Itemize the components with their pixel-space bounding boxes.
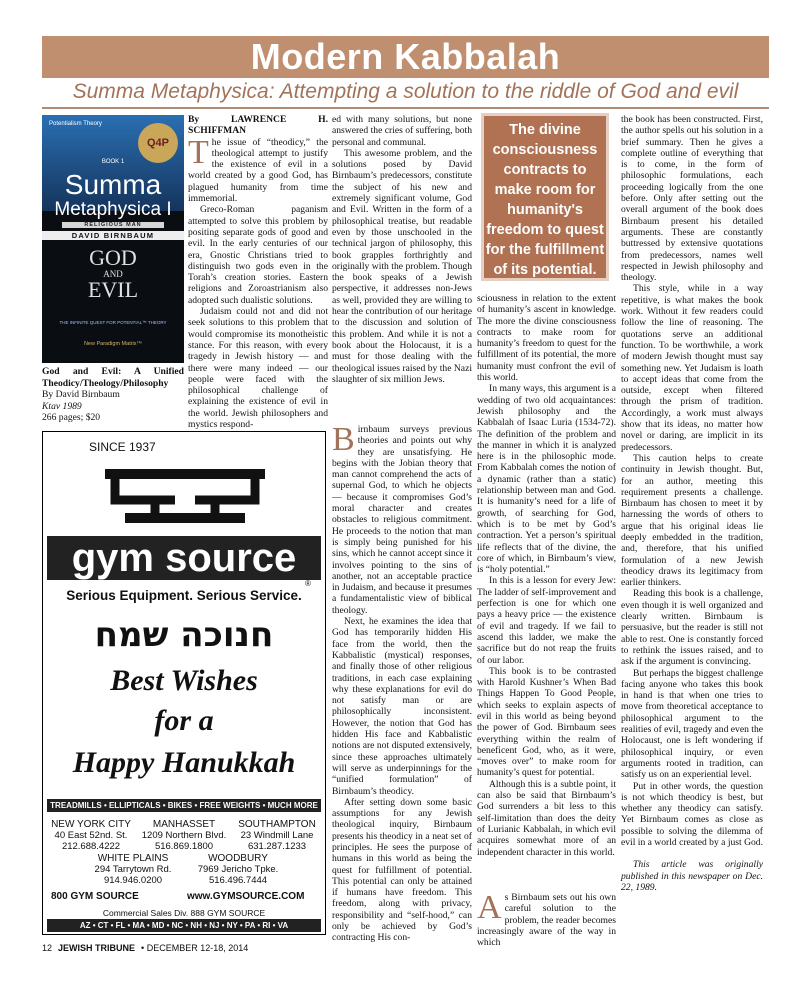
ad-location: [138, 819, 230, 852]
drop-cap: T: [188, 133, 209, 171]
article-column-5: [621, 114, 763, 893]
ad-location-address: 23 Windmill Lane: [240, 830, 314, 841]
ad-location-phone: 516.869.1800: [154, 841, 214, 852]
ad-hebrew: חנוכה שמח: [94, 615, 274, 655]
cover-title-1: Summa: [64, 169, 162, 200]
header-rule: [42, 107, 769, 109]
cover-matrix: New Paradigm Matrix™: [83, 341, 143, 347]
issue-date: DECEMBER 12-18, 2014: [146, 943, 249, 953]
cover-seal-text: Q4P: [146, 137, 169, 149]
drop-cap: B: [332, 421, 355, 458]
ad-commercial: Commercial Sales Div. 888 GYM SOURCE: [102, 908, 266, 918]
ad-greeting-3: Happy Hanukkah: [72, 746, 296, 779]
ad-location-phone: 631.287.1233: [247, 841, 307, 852]
cover-volume: RELIGIOUS MAN: [62, 222, 164, 228]
article-paragraph: In this is a lesson for every Jew: The ladder of self-improvement and perfection is one for which one pays a heavy price — the existence of evil and tragedy. If we fail to ascend this ladder, we make the sacrifice but do not reap the fruits of our labor.: [477, 575, 616, 666]
cover-subtitle-and: AND: [103, 269, 123, 279]
article-paragraph: As Birnbaum sets out his own careful solution to the problem, the reader becomes increasingly aware of the way in which: [477, 889, 616, 949]
ad-location-name: MANHASSET: [152, 819, 216, 830]
article-paragraph: Although this is a subtle point, it can also be said that Birnbaum’s God surrenders a bit less to this self-limitation than does the deity of Lurianic Kabbalah, in which evil acquires somewhat more of an independent character in this world.: [477, 778, 616, 858]
ad-location-address: 294 Tarrytown Rd.: [94, 864, 172, 875]
cover-subtitle: [42, 247, 184, 301]
ad-states: AZ • CT • FL • MA • MD • NC • NH • NJ • NY • PA • RI • VA: [47, 919, 321, 932]
ad-location-name: NEW YORK CITY: [51, 819, 131, 830]
article-column-3: [332, 114, 472, 385]
byline: By LAWRENCE H. SCHIFFMAN: [188, 114, 328, 137]
article-column-4: [477, 293, 616, 858]
ad-location-phone: 516.496.7444: [208, 875, 268, 886]
cover-series: Potentialism Theory: [49, 121, 102, 127]
ad-location: [231, 819, 323, 852]
book-info: [42, 366, 184, 424]
article-paragraph: After setting down some basic assumptions for any Jewish theological inquiry, Birnbaum presents his theodicy in a neat set of principles. He sees the purpose of humans in this world as being the quest for fulfillment of potential. This potential can only be attained if humans have freedom. This freedom, along with privacy, responsibility and “self-hood,” can only be achieved by God’s contracting His con-: [332, 796, 472, 944]
ad-location-phone: 914.946.0200: [103, 875, 163, 886]
article-paragraph: In many ways, this argument is a wedding of two old acquaintances: Jewish philosophy and the Kabbalah of Isaac Luria (1534-72). The definition of the problem and the manner in which it is analyzed here is in the philosophic mode. From Kabbalah comes the notion of a dynamic (rather than a static) relationship between man and God. It is humanity’s need for a life of growth, of searching for God, which is to be met by God’s contraction. Yet a person’s spiritual life reflects that of the divine, the core of which, in Birnbaum’s view, is “holy potential.”: [477, 383, 616, 576]
drop-cap: A: [477, 889, 502, 926]
cover-subtitle-evil: EVIL: [87, 277, 139, 302]
cover-tagline: THE INFINITE QUEST FOR POTENTIAL™ THEORY: [59, 320, 167, 325]
ad-greeting-1: Best Wishes: [110, 664, 258, 697]
article-paragraph: Next, he examines the idea that God has temporarily hidden His face from the world, then the Kabbalistic (mystical) responses, and finally those of other religious traditions, in each case explaining why these explanations for evil do not satisfy man or are philosophically inconsistent. However, the notion that God has hidden His face and Kabbalistic notions are not disputed extensively, since these approaches ultimately will serve as underpinnings for the “unified formulation” of Birnbaum’s theodicy.: [332, 616, 472, 797]
ad-slogan: Serious Equipment. Serious Service.: [66, 588, 302, 603]
article-paragraph: The issue of “theodicy,” the theological attempt to justify the existence of evil in a world created by a good God, has plagued humanity from time immemorial.: [188, 133, 328, 205]
gym-source-ad: [42, 431, 326, 935]
subheadline: Summa Metaphysica: Attempting a solution to the riddle of God and evil: [72, 80, 739, 103]
article-paragraph: Judaism could not and did not seek solutions to this problem that would compromise its monotheistic stance. For this reason, with every tragedy in Jewish history — and there were many indeed — our people were faced with the philosophical challenge of explaining the existence of evil in the world. Jewish philosophers and mystics respond-: [188, 306, 328, 431]
ad-location-address: 7969 Jericho Tpke.: [197, 864, 279, 875]
book-author: By David Birnbaum: [42, 389, 120, 400]
article-column-4b: [477, 889, 616, 949]
article-column-2: [188, 114, 328, 430]
ad-brand: gym source: [47, 536, 321, 580]
book-title: God and Evil: A Unified Theodicy/Theology/Philosophy: [42, 366, 184, 389]
article-paragraph: Greco-Roman paganism attempted to solve this problem by positing separate gods of good and evil. In the early centuries of our era, Gnostic Christians tried to distinguish two gods even in the Torah’s creation stories. Eastern religions and Zoroastrianism also adopted such dualistic solutions.: [188, 204, 328, 306]
ad-location-name: WHITE PLAINS: [97, 853, 169, 864]
ad-location-name: WOODBURY: [208, 853, 268, 864]
ad-location-address: 1209 Northern Blvd.: [141, 830, 227, 841]
ad-location-name: SOUTHAMPTON: [238, 819, 316, 830]
ad-location-address: 40 East 52nd. St.: [54, 830, 128, 841]
cover-book-number: BOOK 1: [101, 159, 125, 165]
cover-seal-icon: [138, 123, 178, 163]
article-paragraph: This book is to be contrasted with Harold Kushner’s When Bad Things Happen To Good People, which seeks to explain aspects of evil in this world as being beyond the power of God. Birnbaum sees everything within the realm of beneficent God, who, as it were, “moves over” to make room for humanity’s quest for potential.: [477, 665, 616, 779]
ad-location-phone: 212.688.4222: [61, 841, 121, 852]
article-paragraph: the book has been constructed. First, the author spells out his solution in a brief summary. Then he gives a complete outline of everything that is to come, in the form of philosophic formulations, each proceeding logically from the one before. Only after setting out the overall argument of the book does Birnbaum present his detailed arguments. These are constantly buttressed by extensive quotations from predecessors, names well respected in Jewish philosophy and theology.: [621, 114, 763, 284]
ad-products: TREADMILLS • ELLIPTICALS • BIKES • FREE WEIGHTS • MUCH MORE: [47, 799, 321, 812]
article-paragraph: This awesome problem, and the solutions posed by David Birnbaum’s predecessors, constitute the subject of his new and extremely significant volume, God and Evil. Written in the form of a philosophical treatise, but readable even by those unschooled in the technical jargon of philosophy, this book grapples forthrightly and originally with the problem. Though the book speaks of a Jewish perspective, it addresses non-Jews as well, provided they are willing to hear the contribution of our heritage to the discussion and solution of this problem. And while it is not a book about the Holocaust, it is a must for those dealing with the theological issues raised by the Nazi slaughter of six million Jews.: [332, 147, 472, 385]
gym-source-logo-icon: [85, 466, 283, 536]
cover-subtitle-god: GOD: [89, 245, 137, 270]
article-paragraph: sciousness in relation to the extent of humanity’s ascent in knowledge. The more the divine consciousness contracts to make room for humanity’s freedom to quest for the fulfillment of its potential, the more humanity must confront the evil of this world.: [477, 293, 616, 384]
cover-title-2: Metaphysica I: [54, 199, 172, 220]
article-note: This article was originally published in this newspaper on Dec. 22, 1989.: [621, 859, 763, 893]
cover-author: DAVID BIRNBAUM: [42, 231, 184, 240]
ad-location: [188, 853, 288, 886]
ad-phone-800: 800 GYM SOURCE: [51, 891, 139, 902]
ad-registered: ®: [305, 579, 311, 588]
ad-website: www.GYMSOURCE.COM: [187, 891, 305, 902]
article-paragraph: Reading this book is a challenge, even though it is well organized and clearly written. Birnbaum is persuasive, but the reader is still not able to rest. One is constantly forced to rethink the issues raised, and to ask if the argument is convincing.: [621, 588, 763, 668]
book-cover-image: [42, 115, 184, 363]
ad-greeting-2: for a: [154, 704, 214, 737]
pull-quote: The divine consciousness contracts to make room for humanity's freedom to quest for the fulfillment of its potential.: [481, 113, 609, 281]
ad-since: SINCE 1937: [89, 440, 156, 454]
page-footer: [42, 943, 248, 953]
ad-location: [83, 853, 183, 886]
article-paragraph: This caution helps to create continuity in Jewish thought. But, for an author, meeting this requirement presents a challenge. Birnbaum has chosen to meet it by harnessing the words of others to argue that his original ideas lie deeply embedded in the tradition, and, therefore, that his unified formulation of a new Jewish theodicy draws its legitimacy from earlier thinkers.: [621, 452, 763, 589]
book-details: 266 pages; $20: [42, 412, 101, 423]
publication-name: JEWISH TRIBUNE: [58, 943, 136, 953]
page-number: 12: [42, 943, 53, 953]
headline-banner: [42, 36, 769, 78]
article-paragraph: Put in other words, the question is not which theodicy is best, but whether any theodicy can satisfy. Yet Birnbaum comes as close as possible to solving the dilemma of evil in a world created by a just God.: [621, 780, 763, 848]
article-paragraph: This style, while in a way repetitive, is what makes the book work. Without it few readers could follow the line of reasoning. The quotations serve an additional function. To be worthwhile, a work of modern Jewish thought must say something new. Yet Judaism is loath to accept ideas that come from the outside, except when filtered through the prism of tradition. Accordingly, a work must always show that its ideas, no matter how novel or daring, are implicit in its predecessors.: [621, 283, 763, 453]
ad-location: [45, 819, 137, 852]
article-paragraph: ed with many solutions, but none answered the cries of suffering, both personal and communal.: [332, 114, 472, 148]
book-publisher: Ktav 1989: [42, 400, 82, 412]
headline: Modern Kabbalah: [250, 36, 561, 77]
article-column-3b: [332, 421, 472, 944]
article-paragraph: Birnbaum surveys previous theories and points out why they are unsatisfying. He begins with the Jobian theory that man cannot comprehend the acts of supernal God, to which he objects — because it compromises God’s moral character and creates obstacles to religious commitment. He proceeds to the notion that man is simply being punished for his sins, which he cannot accept since it involves pointing to the sins of another, not an acceptable practice in Judaism, and because it presumes a fundamentalistic view of biblical theology.: [332, 421, 472, 616]
article-paragraph: But perhaps the biggest challenge facing anyone who takes this book in hand is that when one tries to move from theoretical acceptance to philosophical argument to the realities of evil, tragedy and even the Holocaust, one is left wondering if philosophical inquiry, or even arguments rooted in tradition, can satisfy us on an experiential level.: [621, 667, 763, 781]
issue-date-separator: •: [141, 943, 145, 953]
